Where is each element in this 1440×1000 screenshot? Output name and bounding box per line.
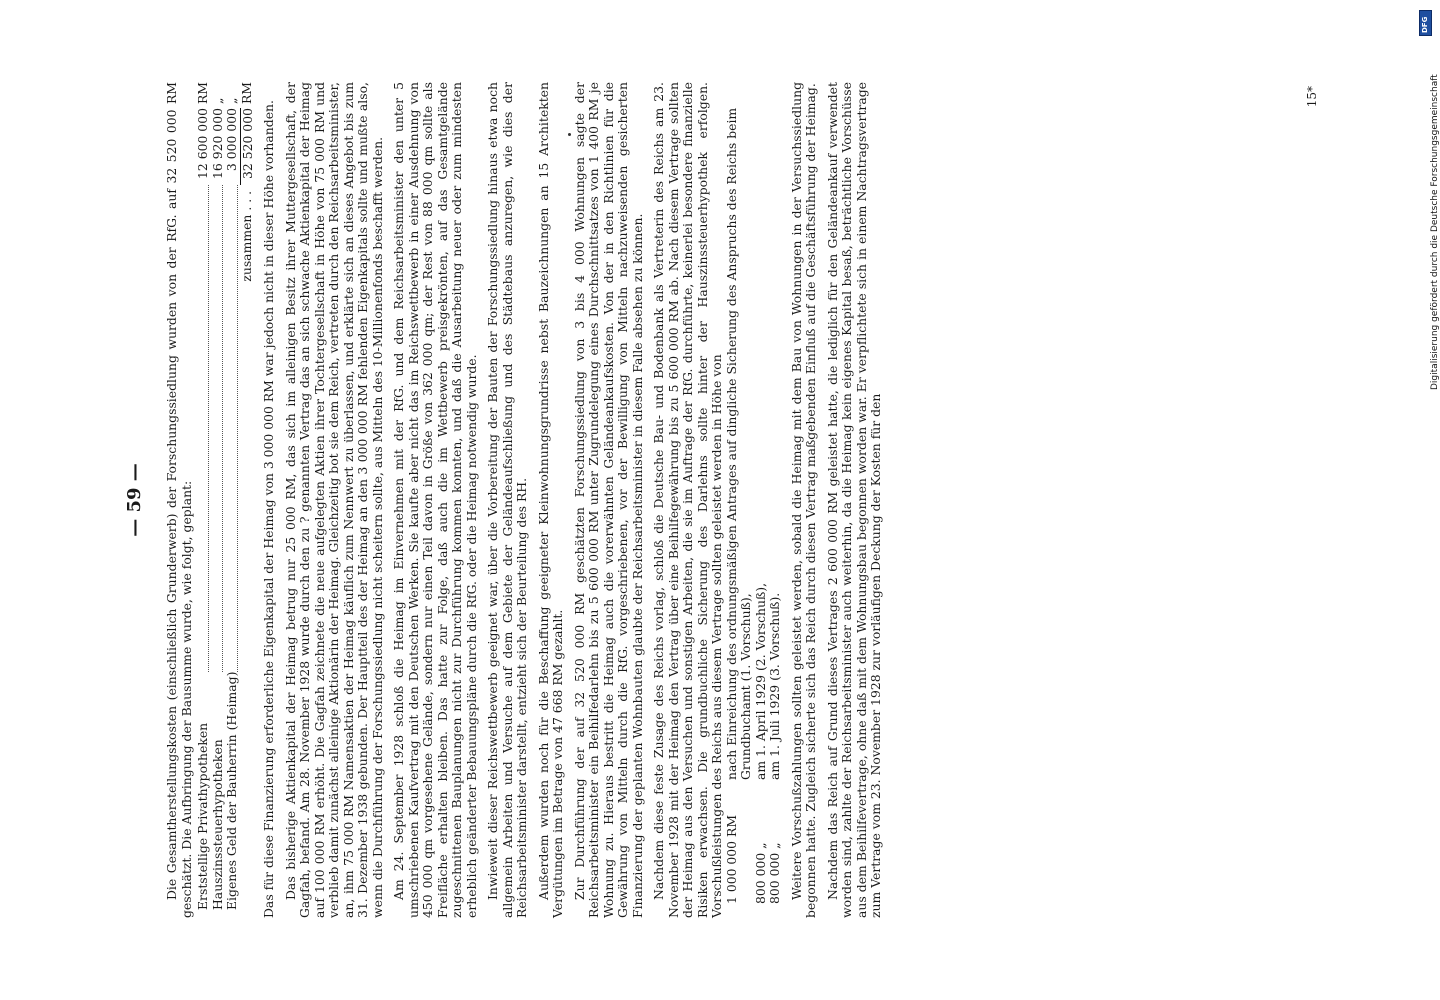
sum-amount: 32 520 000 (240, 108, 255, 185)
payment-item (725, 82, 754, 918)
paragraph-advance-payments: Weitere Vorschußzahlungen sollten geleistet werden, sobald die Heimag mit dem Bau von Wohnungen in der Versuchssiedlung begonnen hatte. Zugleich sicherte sich das Reich durch diesen Vertrag maßgebenden Einfluß auf die Geschäftsführung der Heimag. (788, 82, 818, 918)
signature-mark: 15* (1304, 86, 1319, 108)
dfg-logo-text: DFG (1421, 16, 1429, 33)
sum-unit: RM (239, 82, 255, 105)
payment-amount: 800 000 „ (752, 842, 768, 904)
paragraph-total-costs: Die Gesamtherstellungskosten (einschließlich Grunderwerb) der Forschungssiedlung wurden von der RfG. auf 32 520 000 RM geschätzt. Die Aufbringung der Bausumme wurde, wie folgt, geplant: (164, 82, 194, 918)
financing-amount: 12 600 000 (195, 108, 210, 179)
dot-leader (212, 185, 223, 672)
financing-row (196, 82, 211, 918)
dot-leader (198, 185, 209, 672)
financing-amount: 3 000 000 (224, 108, 239, 172)
payment-text: am 1. April 1929 (2. Vorschuß), (752, 582, 768, 780)
financing-label: Eigenes Geld der Bauherrin (Heimag) (224, 671, 240, 910)
payment-text: nach Einreichung des ordnungsmäßigen Antrages auf dingliche Sicherung des Anspruchs des Reichs beim Grundbuchamt (1. Vorschuß), (723, 107, 753, 780)
payment-item (768, 82, 783, 918)
paragraph-contract: Nachdem diese feste Zusage des Reichs vorlag, schloß die Deutsche Bau- und Bodenbank als Vertreterin des Reichs am 23. November 1928 mit der Heimag den Vertrag über eine Beihilfegewährung bis zu 5 600 000 RM ab. Nach diesem Vertrage sollten der Heimag aus den Versuchen und sonstigen Arbeiten, die sie im Auftrage der RfG. durchführte, keinerlei besondere finanzielle Risiken erwachsen. Die grundbuchliche Sicherung des Darlehns sollte hinter der Hauszinssteuerhypothek erfolgen. Vorschußleistungen des Reichs aus diesem Vertrage sollten geleistet werden in Höhe von (651, 82, 724, 918)
payment-text: am 1. Juli 1929 (3. Vorschuß). (767, 592, 782, 780)
paragraph-architects: Außerdem wurden noch für die Beschaffung geeigneter Kleinwohnungsgrundrisse nebst Bauzeichnungen an 15 Architekten Vergütungen im Betrage von 47 668 RM gezahlt. (535, 82, 565, 918)
paragraph-purchase-contract: Am 24. September 1928 schloß die Heimag im Einvernehmen mit der RfG. und dem Reichsarbeitsminister den unter 5 umschriebenen Kaufvertrag mit den Deutschen Werken. Sie kaufte aber nicht das im Reichswettbewerb in einer Ausdehnung von 450 000 qm vorgesehene Gelände, sondern nur einen Teil davon in Größe von 362 000 qm; der Rest von 88 000 qm sollte als Freifläche erhalten bleiben. Das hatte zur Folge, daß auch die im Wettbewerb preisgekrönten, auf das Gesamtgelände zugeschnittenen Bauplanungen nicht zur Durchführung kommen konnten, und daß die Ausarbeitung neuer oder zum mindesten erheblich geänderter Bebauungspläne durch die RfG. oder die Heimag notwendig wurde. (391, 82, 479, 918)
financing-row (211, 82, 226, 918)
rotated-page (117, 80, 1317, 920)
dfg-logo (1419, 10, 1432, 36)
paragraph-land-purchase: Nachdem das Reich auf Grund dieses Vertrages 2 600 000 RM geleistet hatte, die lediglich für den Geländeankauf verwendet worden sind, zahlte der Reichsarbeitsminister auch weiterhin, da die Heimag kein eigenes Kapital besaß, beträchtliche Vorschüsse aus dem Beihilfevertrage, ohne daß mit dem Wohnungsbau begonnen worden war. Er verpflichtete sich in einem Nachtragsvertrage zum Vertrage vom 23. November 1928 zur vorläufigen Deckung der Kosten für den (824, 82, 883, 918)
paragraph-loan: Zur Durchführung der auf 32 520 000 RM geschätzten Forschungssiedlung von 3 bis 4 000 Wohnungen sagte der Reichsarbeitsminister ein Beihilfedarlehn bis zu 5 600 000 RM unter Zugrundelegung eines Durchschnittsatzes von 1 400 RM je Wohnung zu. Hieraus bestritt die Heimag auch die vorerwähnten Geländeankaufskosten. Von der in den Richtlinien für die Gewährung von Mitteln durch die RfG. vorgeschriebenen, vor der Bewilligung von Mitteln nachzuweisenden gesicherten Finanzierung der geplanten Wohnbauten glaubte der Reichsarbeitsminister in diesem Falle absehen zu können. (571, 82, 645, 918)
payment-amount: 1 000 000 RM (723, 814, 739, 904)
paragraph-competition: Inwieweit dieser Reichswettbewerb geeignet war, über die Vorbereitung der Bauten der Forschungssiedlung hinaus etwa noch allgemein Arbeiten und Versuche auf dem Gebiete der Geländeaufschließung und des Städtebaus anzuregen, wie dies der Reichsarbeitsminister darstellt, entzieht sich der Beurteilung des RH. (485, 82, 529, 918)
paragraph-equity: Das für diese Finanzierung erforderliche Eigenkapital der Heimag von 3 000 000 RM war jedoch nicht in dieser Höhe vorhanden. (261, 100, 276, 918)
dot-leader (227, 185, 238, 672)
scan-speck (568, 133, 571, 136)
financing-unit: „ (224, 97, 240, 105)
financing-row (225, 82, 240, 918)
page-number-header: — 59 — (124, 463, 145, 537)
paragraph-share-capital: Das bisherige Aktienkapital der Heimag betrug nur 25 000 RM, das sich im alleinigen Besitz ihrer Muttergesellschaft, der Gagfah, befand. Am 28. November 1928 wurde durch den zu ? genannten Vertrag das an sich schwache Aktienkapital der Heimag auf 100 000 RM erhöht. Die Gagfah zeichnete die neue aufgelegten Aktien ihrer Tochtergesellschaft in Höhe von 75 000 RM und verblieb damit zunächst alleinige Aktionärin der Heimag. Gleichzeitig bot sie dem Reich, vertreten durch den Reichsarbeitsminister, an, ihm 75 000 RM Namensaktien der Heimag käuflich zum Nennwert zu überlassen, und erklärte sich an dieses Angebot bis zum 31. Dezember 1938 gebunden. Der Hauptteil des der Heimag an den 3 000 000 RM fehlenden Eigenkapitals sollte und mußte also, wenn die Durchführung der Forschungssiedlung nicht scheitern sollte, aus Mitteln des 10-Millionenfonds beschafft werden. (282, 82, 385, 918)
sum-label: zusammen . . . (239, 190, 255, 282)
payment-item (754, 82, 769, 918)
page-body (165, 82, 884, 918)
financing-label: Erststellige Privathypotheken (195, 722, 210, 910)
payment-amount: 800 000 „ (767, 842, 782, 904)
financing-sum-row (240, 82, 255, 918)
financing-unit: „ (209, 97, 225, 105)
financing-table (196, 82, 255, 918)
financing-unit: RM (195, 82, 210, 105)
financing-amount: 16 920 000 (209, 108, 225, 179)
digitization-note: Digitalisierung gefördert durch die Deutsche Forschungsgemeinschaft (1430, 74, 1440, 390)
financing-label: Hauszinssteuerhypotheken (209, 739, 225, 910)
digitization-sidebar (1408, 0, 1440, 1000)
